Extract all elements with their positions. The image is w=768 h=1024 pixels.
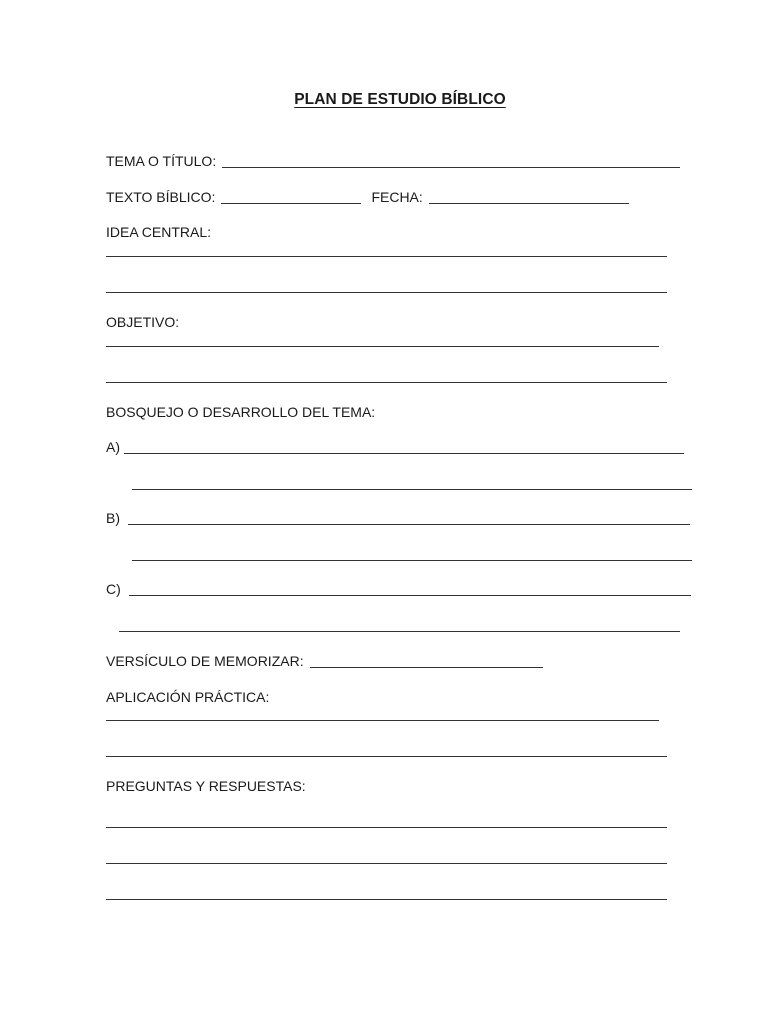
item-c-line-2[interactable]: [119, 631, 680, 632]
tema-label: TEMA O TÍTULO:: [106, 153, 217, 169]
versiculo-field[interactable]: [310, 654, 543, 668]
texto-row: [106, 184, 629, 206]
texto-label: TEXTO BÍBLICO:: [106, 189, 216, 205]
idea-label: IDEA CENTRAL:: [106, 224, 212, 240]
texto-field[interactable]: [221, 190, 361, 204]
fecha-field[interactable]: [429, 190, 629, 204]
item-b-row: [106, 505, 690, 527]
objetivo-label: OBJETIVO:: [106, 314, 180, 330]
objetivo-line-1[interactable]: [106, 346, 659, 347]
preguntas-line-1[interactable]: [106, 827, 667, 828]
page-title: PLAN DE ESTUDIO BÍBLICO: [294, 91, 506, 108]
aplicacion-row: [106, 684, 269, 706]
item-a-field[interactable]: [124, 440, 684, 454]
item-a-row: [106, 434, 684, 456]
objetivo-row: [106, 309, 179, 331]
preguntas-row: [106, 773, 306, 795]
aplicacion-label: APLICACIÓN PRÁCTICA:: [106, 689, 270, 705]
versiculo-label: VERSÍCULO DE MEMORIZAR:: [106, 653, 304, 669]
idea-line-1[interactable]: [106, 256, 667, 257]
preguntas-line-2[interactable]: [106, 863, 667, 864]
aplicacion-line-1[interactable]: [106, 720, 659, 721]
bosquejo-label: BOSQUEJO O DESARROLLO DEL TEMA:: [106, 404, 376, 420]
item-a-line-2[interactable]: [132, 489, 692, 490]
item-c-field[interactable]: [129, 582, 691, 596]
item-a-label: A): [106, 439, 120, 455]
objetivo-line-2[interactable]: [106, 382, 667, 383]
preguntas-label: PREGUNTAS Y RESPUESTAS:: [106, 778, 306, 794]
item-b-label: B): [106, 510, 120, 526]
idea-line-2[interactable]: [106, 292, 667, 293]
tema-row: [106, 148, 680, 170]
tema-field[interactable]: [222, 154, 680, 168]
item-c-label: C): [106, 581, 121, 597]
bosquejo-row: [106, 399, 375, 421]
item-b-field[interactable]: [128, 511, 690, 525]
preguntas-line-3[interactable]: [106, 899, 667, 900]
versiculo-row: [106, 648, 543, 670]
fecha-label: FECHA:: [371, 189, 423, 205]
item-b-line-2[interactable]: [132, 560, 692, 561]
item-c-row: [106, 576, 691, 598]
idea-row: [106, 219, 211, 241]
aplicacion-line-2[interactable]: [106, 756, 667, 757]
